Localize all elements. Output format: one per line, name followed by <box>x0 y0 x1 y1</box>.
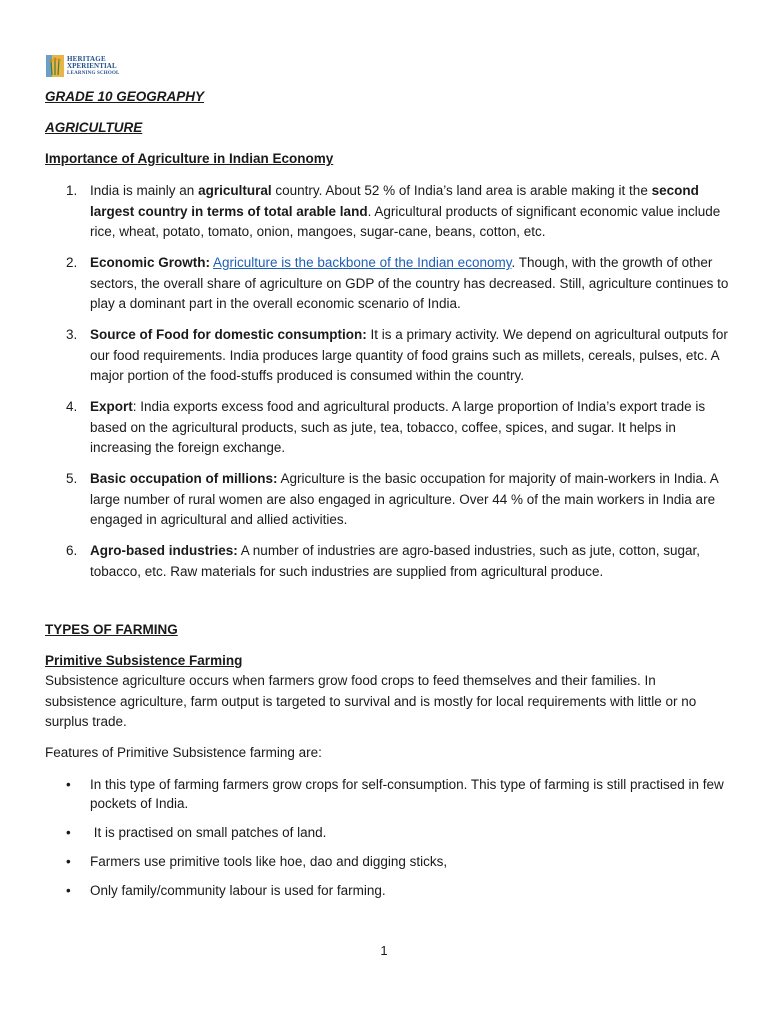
page-number: 1 <box>380 943 388 958</box>
item-bold: Export <box>90 399 133 414</box>
item-bold: Economic Growth: <box>90 255 211 270</box>
school-logo <box>46 54 126 78</box>
list-item <box>45 852 730 871</box>
topic-heading: AGRICULTURE <box>45 120 143 135</box>
bullet-icon: • <box>66 883 71 898</box>
item-number: 4. <box>66 399 78 414</box>
list-item <box>45 881 730 900</box>
logo-line-2: XPERIENTIAL <box>67 61 117 70</box>
item-text: In this type of farming farmers grow crops for self-consumption. This type of farming is still practised in few pockets of India. <box>90 777 724 811</box>
types-heading: TYPES OF FARMING <box>45 622 178 637</box>
item-bold: Basic occupation of millions: <box>90 471 278 486</box>
primitive-heading: Primitive Subsistence Farming <box>45 653 243 668</box>
item-number: 3. <box>66 327 78 342</box>
list-item <box>45 253 730 315</box>
list-item <box>45 325 730 387</box>
list-item <box>45 775 730 813</box>
item-bold: Agro-based industries: <box>90 543 238 558</box>
list-item <box>45 469 730 531</box>
bullet-icon: • <box>66 777 71 792</box>
item-number: 5. <box>66 471 78 486</box>
backbone-link[interactable]: Agriculture is the backbone of the Indian economy <box>213 255 512 270</box>
importance-list <box>45 181 730 593</box>
item-text: India is mainly an <box>90 183 199 198</box>
item-text: . Though, with the growth of other sectors, the overall share of agriculture on GDP of the country has decreased. Still, agriculture continues to play a dominant part in the overall economic scenario of India. <box>90 255 729 311</box>
item-bold: Source of Food for domestic consumption: <box>90 327 367 342</box>
item-number: 2. <box>66 255 78 270</box>
item-number: 6. <box>66 543 78 558</box>
list-item <box>45 181 730 243</box>
item-text: Agriculture is the basic occupation for majority of main-workers in India. A large number of rural women are also engaged in agriculture. Over 44 % of the main workers in India are engaged in agricultural and allied activities. <box>90 471 718 527</box>
bullet-icon: • <box>66 825 71 840</box>
item-text: : India exports excess food and agricultural products. A large proportion of India’s export trade is based on the agricultural products, such as jute, tea, tobacco, coffee, spices, and sugar. It helps in increasing the foreign exchange. <box>90 399 706 455</box>
item-text: A number of industries are agro-based industries, such as jute, cotton, sugar, tobacco, etc. Raw materials for such industries are supplied from agricultural produce. <box>90 543 701 579</box>
bullet-icon: • <box>66 854 71 869</box>
logo-text <box>67 56 120 77</box>
item-text: . Agricultural products of significant economic value include rice, wheat, potato, tomato, onion, mangoes, sugar-cane, beans, cotton, etc. <box>90 203 721 239</box>
item-text: country. About 52 % of India’s land area is arable making it the <box>271 183 652 198</box>
logo-line-1: HERITAGE <box>67 54 106 63</box>
item-number: 1. <box>66 183 78 198</box>
item-bold: second largest country in terms of total arable land <box>90 183 699 219</box>
importance-heading: Importance of Agriculture in Indian Economy <box>45 151 334 166</box>
list-item <box>45 541 730 582</box>
item-text: Farmers use primitive tools like hoe, dao and digging sticks, <box>90 854 448 869</box>
item-bold: agricultural <box>198 183 272 198</box>
logo-line-3: LEARNING SCHOOL <box>67 70 120 76</box>
list-item <box>45 823 730 842</box>
features-list <box>45 775 730 910</box>
subsistence-paragraph: Subsistence agriculture occurs when farmers grow food crops to feed themselves and their families. In subsistence agriculture, farm output is targeted to survival and is mostly for local requirements with little or no surplus trade. <box>45 673 697 729</box>
item-text: It is a primary activity. We depend on agricultural outputs for our food requirements. India produces large quantity of food grains such as millets, cereals, pulses, etc. A major portion of the food-stuffs produced is consumed within the country. <box>90 327 728 383</box>
wheat-logo-icon <box>46 55 64 77</box>
grade-heading: GRADE 10 GEOGRAPHY <box>45 89 205 104</box>
item-text: Only family/community labour is used for farming. <box>90 883 386 898</box>
item-text: It is practised on small patches of land. <box>90 825 327 840</box>
features-intro: Features of Primitive Subsistence farming are: <box>45 745 322 760</box>
list-item <box>45 397 730 459</box>
